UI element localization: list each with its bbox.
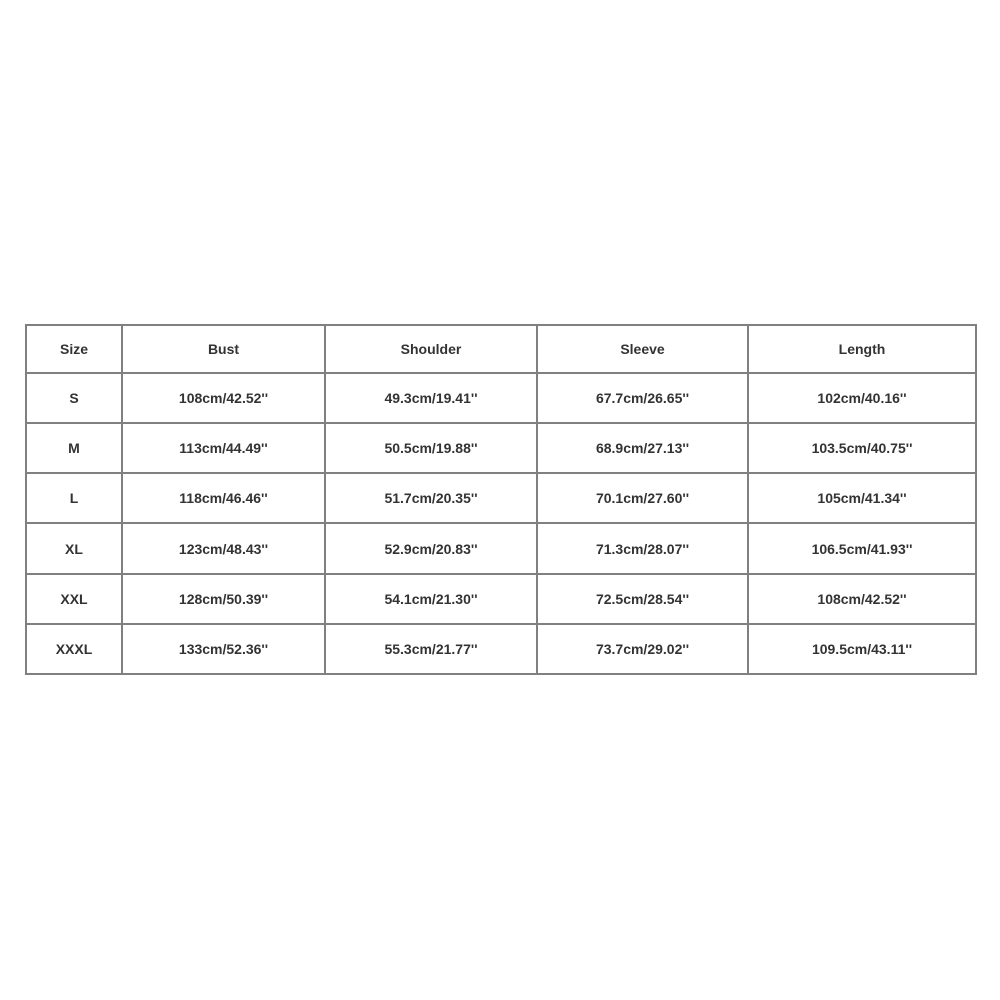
- shoulder-cell: 52.9cm/20.83'': [325, 523, 537, 573]
- header-row: [26, 325, 976, 373]
- table-row: [26, 574, 976, 624]
- shoulder-cell: 49.3cm/19.41'': [325, 373, 537, 423]
- sleeve-cell: 72.5cm/28.54'': [537, 574, 748, 624]
- size-cell: XL: [26, 523, 122, 573]
- shoulder-cell: 54.1cm/21.30'': [325, 574, 537, 624]
- header-size: Size: [26, 325, 122, 373]
- table-row: [26, 423, 976, 473]
- bust-cell: 133cm/52.36'': [122, 624, 325, 674]
- sleeve-cell: 70.1cm/27.60'': [537, 473, 748, 523]
- size-cell: L: [26, 473, 122, 523]
- size-cell: XXL: [26, 574, 122, 624]
- header-sleeve: Sleeve: [537, 325, 748, 373]
- length-cell: 105cm/41.34'': [748, 473, 976, 523]
- size-cell: XXXL: [26, 624, 122, 674]
- header-shoulder: Shoulder: [325, 325, 537, 373]
- length-cell: 102cm/40.16'': [748, 373, 976, 423]
- length-cell: 109.5cm/43.11'': [748, 624, 976, 674]
- sleeve-cell: 71.3cm/28.07'': [537, 523, 748, 573]
- header-bust: Bust: [122, 325, 325, 373]
- header-length: Length: [748, 325, 976, 373]
- bust-cell: 108cm/42.52'': [122, 373, 325, 423]
- table-row: [26, 624, 976, 674]
- bust-cell: 123cm/48.43'': [122, 523, 325, 573]
- size-cell: M: [26, 423, 122, 473]
- bust-cell: 118cm/46.46'': [122, 473, 325, 523]
- length-cell: 106.5cm/41.93'': [748, 523, 976, 573]
- sleeve-cell: 73.7cm/29.02'': [537, 624, 748, 674]
- size-cell: S: [26, 373, 122, 423]
- shoulder-cell: 50.5cm/19.88'': [325, 423, 537, 473]
- sleeve-cell: 67.7cm/26.65'': [537, 373, 748, 423]
- shoulder-cell: 55.3cm/21.77'': [325, 624, 537, 674]
- table-row: [26, 473, 976, 523]
- length-cell: 103.5cm/40.75'': [748, 423, 976, 473]
- bust-cell: 113cm/44.49'': [122, 423, 325, 473]
- table-row: [26, 523, 976, 573]
- bust-cell: 128cm/50.39'': [122, 574, 325, 624]
- length-cell: 108cm/42.52'': [748, 574, 976, 624]
- sleeve-cell: 68.9cm/27.13'': [537, 423, 748, 473]
- shoulder-cell: 51.7cm/20.35'': [325, 473, 537, 523]
- size-chart-table: [25, 324, 977, 675]
- table-row: [26, 373, 976, 423]
